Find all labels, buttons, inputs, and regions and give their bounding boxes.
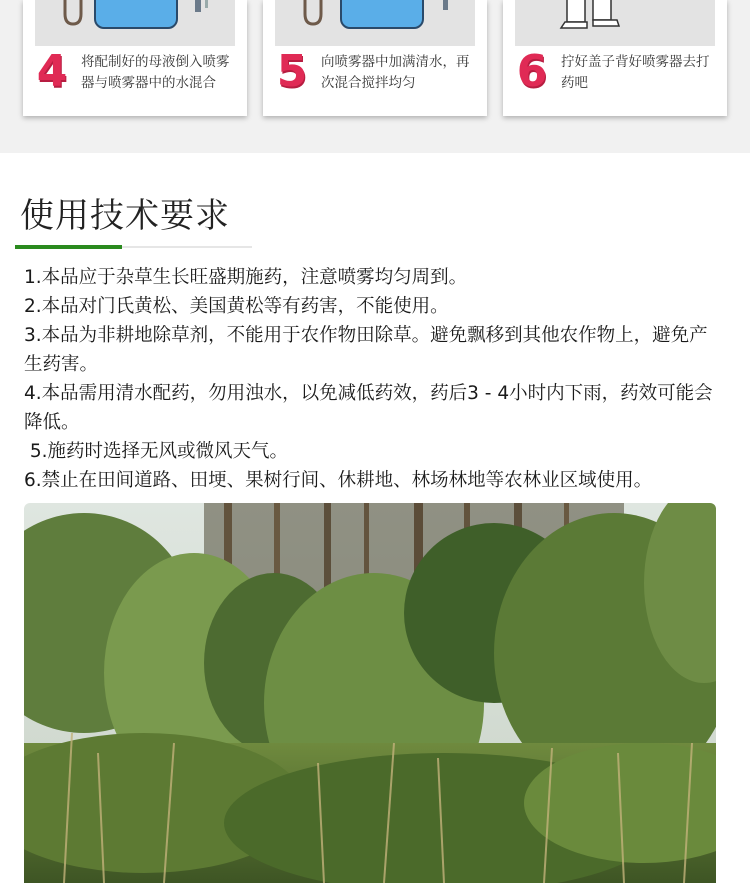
step-description: 拧好盖子背好喷雾器去打药吧	[561, 54, 710, 91]
step-number: 5	[276, 46, 308, 97]
step-card-4	[23, 0, 247, 116]
step-description: 将配制好的母液倒入喷雾器与喷雾器中的水混合	[81, 54, 230, 91]
requirement-item: 4.本品需用清水配药，勿用浊水，以免减低药效，药后3 - 4小时内下雨，药效可能会降低。	[24, 383, 713, 433]
requirements-list	[24, 263, 724, 495]
sprayer-tank-hose-icon	[35, 0, 235, 46]
step-card-6	[503, 0, 727, 116]
usage-requirements-section	[0, 153, 750, 883]
requirement-item: 3.本品为非耕地除草剂，不能用于农作物田除草。避免飘移到其他农作物上，避免产生药害。	[24, 325, 708, 375]
section-title: 使用技术要求	[20, 196, 230, 236]
requirement-item: 5.施药时选择无风或微风天气。	[24, 441, 289, 462]
steps-band	[0, 0, 750, 153]
requirement-item: 2.本品对门氏黄松、美国黄松等有药害，不能使用。	[24, 296, 449, 317]
title-divider	[122, 246, 252, 248]
person-legs-icon	[515, 0, 715, 46]
requirement-item: 6.禁止在田间道路、田埂、果树行间、休耕地、林场林地等农林业区域使用。	[24, 470, 653, 491]
step-number: 4	[36, 46, 68, 97]
step-number: 6	[516, 46, 548, 97]
step-card-5	[263, 0, 487, 116]
sprayer-tank-hose-icon	[275, 0, 475, 46]
step-description: 向喷雾器中加满清水，再次混合搅拌均匀	[321, 54, 470, 91]
requirement-item: 1.本品应于杂草生长旺盛期施药，注意喷雾均匀周到。	[24, 267, 468, 288]
title-underline	[15, 245, 122, 249]
forest-weeds-photo	[24, 503, 716, 883]
